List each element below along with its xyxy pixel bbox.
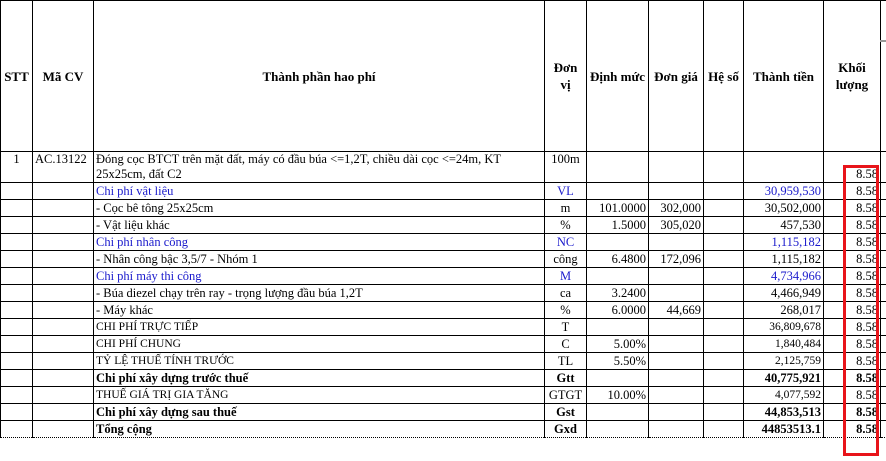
cell-don-gia[interactable]	[649, 152, 704, 183]
cell-spacer	[881, 183, 886, 200]
column-edge-mark	[880, 40, 886, 42]
cell-don-gia[interactable]	[649, 234, 704, 251]
table-row	[1, 234, 886, 251]
cell-dinh-muc[interactable]: 6.4800	[587, 251, 649, 268]
header-row	[1, 1, 886, 152]
table-row	[1, 285, 886, 302]
cell-desc[interactable]: Tổng cộng	[94, 421, 545, 438]
cell-unit[interactable]: %	[545, 217, 587, 234]
cell-dinh-muc[interactable]	[587, 183, 649, 200]
cell-unit[interactable]: Gxd	[545, 421, 587, 438]
cell-dinh-muc[interactable]: 101.0000	[587, 200, 649, 217]
cell-spacer	[881, 285, 886, 302]
cell-spacer	[881, 268, 886, 285]
cell-stt[interactable]	[1, 353, 33, 370]
cell-thanh-tien[interactable]: 4,734,966	[744, 268, 824, 285]
cell-khoi-luong[interactable]: 8.58	[824, 285, 881, 302]
cell-dinh-muc[interactable]: 5.50%	[587, 353, 649, 370]
cell-spacer	[881, 251, 886, 268]
header-stt: STT	[1, 1, 33, 152]
cell-unit[interactable]: %	[545, 302, 587, 319]
cell-desc[interactable]: - Cọc bê tông 25x25cm	[94, 200, 545, 217]
cell-desc[interactable]: - Máy khác	[94, 302, 545, 319]
cell-dinh-muc[interactable]: 3.2400	[587, 285, 649, 302]
cell-he-so[interactable]	[704, 200, 744, 217]
header-he-so: Hệ số	[704, 1, 744, 152]
cell-unit[interactable]: Gtt	[545, 370, 587, 387]
cell-khoi-luong[interactable]: 8.58	[824, 251, 881, 268]
cell-desc[interactable]: Chi phí máy thi công	[94, 268, 545, 285]
cell-unit[interactable]: TL	[545, 353, 587, 370]
cell-dinh-muc[interactable]	[587, 319, 649, 336]
cell-desc[interactable]: TỶ LỆ THUẾ TÍNH TRƯỚC	[94, 353, 545, 370]
cell-desc[interactable]: CHI PHÍ TRỰC TIẾP	[94, 319, 545, 336]
cell-desc[interactable]: Chi phí xây dựng sau thuế	[94, 404, 545, 421]
table-row	[1, 404, 886, 421]
cell-don-gia[interactable]	[649, 285, 704, 302]
header-dinh-muc: Định mức	[587, 1, 649, 152]
cell-thanh-tien[interactable]: 4,077,592	[744, 387, 824, 404]
cell-don-gia[interactable]: 305,020	[649, 217, 704, 234]
cell-don-gia[interactable]	[649, 370, 704, 387]
cell-he-so[interactable]	[704, 421, 744, 438]
cell-unit[interactable]: VL	[545, 183, 587, 200]
cell-stt[interactable]	[1, 183, 33, 200]
cell-khoi-luong[interactable]: 8.58	[824, 387, 881, 404]
cell-stt[interactable]	[1, 404, 33, 421]
table-row	[1, 353, 886, 370]
cell-he-so[interactable]	[704, 285, 744, 302]
cell-he-so[interactable]	[704, 183, 744, 200]
header-thanh-tien: Thành tiền	[744, 1, 824, 152]
cell-ma-cv[interactable]	[33, 217, 94, 234]
cell-thanh-tien[interactable]: 40,775,921	[744, 370, 824, 387]
cell-desc[interactable]: - Búa diezel chạy trên ray - trọng lượng đầu búa 1,2T	[94, 285, 545, 302]
table-row	[1, 217, 886, 234]
cell-don-gia[interactable]	[649, 404, 704, 421]
cell-thanh-tien[interactable]: 457,530	[744, 217, 824, 234]
cell-ma-cv[interactable]	[33, 302, 94, 319]
cell-don-gia[interactable]	[649, 353, 704, 370]
cell-dinh-muc[interactable]	[587, 370, 649, 387]
table-row	[1, 251, 886, 268]
cell-spacer	[881, 152, 886, 183]
cell-dinh-muc[interactable]: 1.5000	[587, 217, 649, 234]
cell-don-gia[interactable]: 302,000	[649, 200, 704, 217]
cell-desc[interactable]: CHI PHÍ CHUNG	[94, 336, 545, 353]
cell-thanh-tien[interactable]: 36,809,678	[744, 319, 824, 336]
cell-desc[interactable]: - Vật liệu khác	[94, 217, 545, 234]
header-khoi-luong: Khối lượng	[824, 1, 881, 152]
cell-he-so[interactable]	[704, 217, 744, 234]
cell-ma-cv[interactable]	[33, 353, 94, 370]
cell-spacer	[881, 370, 886, 387]
table-row	[1, 302, 886, 319]
cell-khoi-luong[interactable]: 8.58	[824, 370, 881, 387]
header-thanh-phan: Thành phần hao phí	[94, 1, 545, 152]
cell-stt[interactable]	[1, 336, 33, 353]
cell-dinh-muc[interactable]	[587, 152, 649, 183]
cell-thanh-tien[interactable]: 30,959,530	[744, 183, 824, 200]
cell-ma-cv[interactable]	[33, 404, 94, 421]
cell-ma-cv[interactable]	[33, 285, 94, 302]
cell-unit[interactable]: T	[545, 319, 587, 336]
cell-don-gia[interactable]	[649, 268, 704, 285]
cell-ma-cv[interactable]: AC.13122	[33, 152, 94, 183]
cell-ma-cv[interactable]	[33, 336, 94, 353]
cell-khoi-luong[interactable]: 8.58	[824, 319, 881, 336]
cell-dinh-muc[interactable]	[587, 268, 649, 285]
cell-don-gia[interactable]	[649, 336, 704, 353]
cell-dinh-muc[interactable]: 5.00%	[587, 336, 649, 353]
table-row	[1, 319, 886, 336]
cell-unit[interactable]: GTGT	[545, 387, 587, 404]
cell-khoi-luong[interactable]: 8.58	[824, 353, 881, 370]
cell-he-so[interactable]	[704, 234, 744, 251]
cell-unit[interactable]: 100m	[545, 152, 587, 183]
cell-spacer	[881, 217, 886, 234]
cell-he-so[interactable]	[704, 404, 744, 421]
cell-he-so[interactable]	[704, 268, 744, 285]
cell-he-so[interactable]	[704, 387, 744, 404]
table-row	[1, 370, 886, 387]
cell-dinh-muc[interactable]	[587, 421, 649, 438]
cell-unit[interactable]: Gst	[545, 404, 587, 421]
cell-spacer	[881, 319, 886, 336]
cell-desc[interactable]: Chi phí xây dựng trước thuế	[94, 370, 545, 387]
cell-stt[interactable]	[1, 234, 33, 251]
cell-ma-cv[interactable]	[33, 370, 94, 387]
cell-stt[interactable]: 1	[1, 152, 33, 183]
cell-he-so[interactable]	[704, 302, 744, 319]
cell-stt[interactable]	[1, 268, 33, 285]
table-row	[1, 200, 886, 217]
cell-khoi-luong[interactable]: 8.58	[824, 183, 881, 200]
table-row	[1, 336, 886, 353]
cell-spacer	[881, 234, 886, 251]
cell-he-so[interactable]	[704, 152, 744, 183]
cell-stt[interactable]	[1, 217, 33, 234]
cell-thanh-tien[interactable]: 2,125,759	[744, 353, 824, 370]
cell-thanh-tien[interactable]: 44,853,513	[744, 404, 824, 421]
cell-spacer	[881, 387, 886, 404]
cell-desc[interactable]: THUẾ GIÁ TRỊ GIA TĂNG	[94, 387, 545, 404]
cell-desc[interactable]: Chi phí nhân công	[94, 234, 545, 251]
cell-he-so[interactable]	[704, 353, 744, 370]
table-row	[1, 268, 886, 285]
table-row	[1, 421, 886, 438]
cell-thanh-tien[interactable]: 268,017	[744, 302, 824, 319]
cell-stt[interactable]	[1, 421, 33, 438]
cell-khoi-luong[interactable]: 8.58	[824, 217, 881, 234]
cell-thanh-tien[interactable]: 1,115,182	[744, 251, 824, 268]
cell-desc[interactable]: Chi phí vật liệu	[94, 183, 545, 200]
cell-ma-cv[interactable]	[33, 251, 94, 268]
cell-khoi-luong[interactable]: 8.58	[824, 234, 881, 251]
cell-stt[interactable]	[1, 319, 33, 336]
cell-khoi-luong[interactable]: 8.58	[824, 152, 881, 183]
cell-khoi-luong[interactable]: 8.58	[824, 302, 881, 319]
cell-don-gia[interactable]	[649, 387, 704, 404]
cell-khoi-luong[interactable]: 8.58	[824, 268, 881, 285]
cell-thanh-tien[interactable]: 1,115,182	[744, 234, 824, 251]
cell-thanh-tien[interactable]: 4,466,949	[744, 285, 824, 302]
cell-spacer	[881, 421, 886, 438]
cell-unit[interactable]: m	[545, 200, 587, 217]
cell-he-so[interactable]	[704, 251, 744, 268]
cell-desc[interactable]: - Nhân công bậc 3,5/7 - Nhóm 1	[94, 251, 545, 268]
cell-spacer	[881, 336, 886, 353]
cell-khoi-luong[interactable]: 8.58	[824, 336, 881, 353]
cell-stt[interactable]	[1, 200, 33, 217]
cell-ma-cv[interactable]	[33, 200, 94, 217]
cell-ma-cv[interactable]	[33, 183, 94, 200]
cell-stt[interactable]	[1, 251, 33, 268]
cell-don-gia[interactable]	[649, 421, 704, 438]
cell-don-gia[interactable]	[649, 183, 704, 200]
cell-thanh-tien[interactable]	[744, 152, 824, 183]
header-ma-cv: Mã CV	[33, 1, 94, 152]
cell-unit[interactable]: ca	[545, 285, 587, 302]
cell-don-gia[interactable]: 172,096	[649, 251, 704, 268]
cell-unit[interactable]: C	[545, 336, 587, 353]
cell-unit[interactable]: M	[545, 268, 587, 285]
cell-ma-cv[interactable]	[33, 387, 94, 404]
main-work-row	[1, 152, 886, 183]
cell-unit[interactable]: công	[545, 251, 587, 268]
table-row	[1, 183, 886, 200]
cell-ma-cv[interactable]	[33, 421, 94, 438]
header-spacer	[881, 1, 886, 152]
cell-stt[interactable]	[1, 285, 33, 302]
cell-khoi-luong[interactable]: 8.58	[824, 421, 881, 438]
cell-dinh-muc[interactable]: 10.00%	[587, 387, 649, 404]
cell-spacer	[881, 302, 886, 319]
cell-he-so[interactable]	[704, 319, 744, 336]
cell-stt[interactable]	[1, 302, 33, 319]
cell-he-so[interactable]	[704, 336, 744, 353]
header-don-vi: Đơn vị	[545, 1, 587, 152]
header-don-gia: Đơn giá	[649, 1, 704, 152]
cell-don-gia[interactable]: 44,669	[649, 302, 704, 319]
cell-ma-cv[interactable]	[33, 268, 94, 285]
cell-spacer	[881, 200, 886, 217]
cell-ma-cv[interactable]	[33, 319, 94, 336]
cell-don-gia[interactable]	[649, 319, 704, 336]
cell-spacer	[881, 404, 886, 421]
cell-desc[interactable]: Đóng cọc BTCT trên mặt đất, máy có đầu búa <=1,2T, chiều dài cọc <=24m, KT 25x25cm, đất C2	[94, 152, 545, 183]
cell-stt[interactable]	[1, 387, 33, 404]
cell-khoi-luong[interactable]: 8.58	[824, 200, 881, 217]
cell-dinh-muc[interactable]	[587, 234, 649, 251]
cell-thanh-tien[interactable]: 44853513.1	[744, 421, 824, 438]
cell-ma-cv[interactable]	[33, 234, 94, 251]
table-row	[1, 387, 886, 404]
cell-dinh-muc[interactable]: 6.0000	[587, 302, 649, 319]
cell-stt[interactable]	[1, 370, 33, 387]
cell-he-so[interactable]	[704, 370, 744, 387]
cell-unit[interactable]: NC	[545, 234, 587, 251]
cell-dinh-muc[interactable]	[587, 404, 649, 421]
cell-thanh-tien[interactable]: 30,502,000	[744, 200, 824, 217]
cell-thanh-tien[interactable]: 1,840,484	[744, 336, 824, 353]
cell-spacer	[881, 353, 886, 370]
cell-khoi-luong[interactable]: 8.58	[824, 404, 881, 421]
